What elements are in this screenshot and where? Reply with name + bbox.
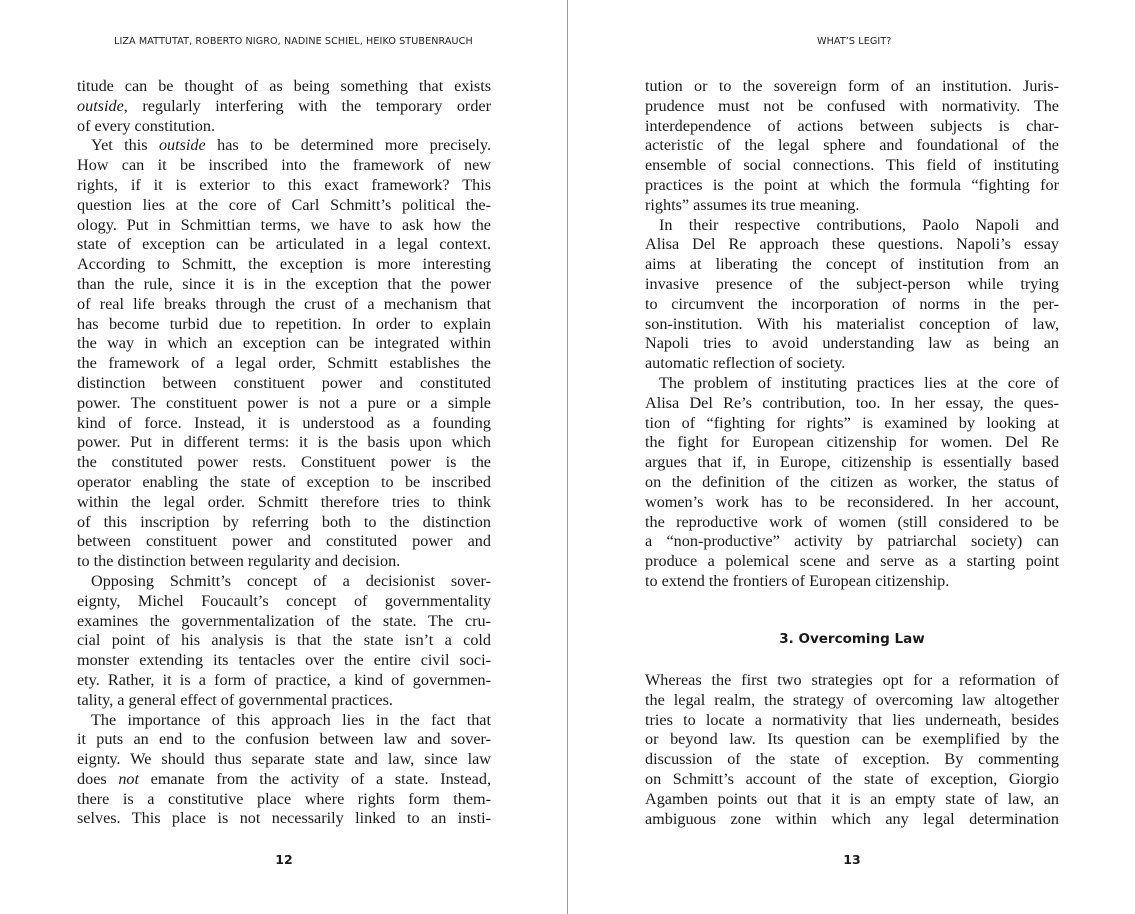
text-line: on the definition of the citizen as worker, the status of: [645, 472, 1059, 491]
right-page-body: [645, 77, 1059, 592]
text-line: son-institution. With his materialist conception of law,: [645, 314, 1059, 333]
italic-text: not: [118, 769, 139, 788]
right-running-head: WHAT’S LEGIT?: [817, 36, 892, 47]
text-segment: Yet this: [91, 136, 159, 155]
italic-text: outside: [77, 96, 124, 115]
text-line: the fight for European citizenship for women. Del Re: [645, 433, 1059, 452]
text-line: or beyond law. Its question can be exemplified by the: [645, 730, 1059, 749]
text-line: the constituted power rests. Constituent power is the: [77, 453, 491, 472]
text-line: women’s work has to be reconsidered. In her account,: [645, 492, 1059, 511]
text-line: How can it be inscribed into the framework of new: [77, 156, 491, 175]
text-line: selves. This place is not necessarily linked to an insti-: [77, 809, 491, 828]
text-line: distinction between constituent power and constituted: [77, 373, 491, 392]
text-line: power. The constituent power is not a pure or a simple: [77, 393, 491, 412]
text-line: discussion of the state of exception. By commenting: [645, 750, 1059, 769]
text-line: Whereas the first two strategies opt for a reformation of: [645, 671, 1059, 689]
left-page-number: 12: [275, 852, 293, 867]
text-line: eignty. We should thus separate state and law, since law: [77, 750, 491, 769]
text-line: According to Schmitt, the exception is more interesting: [77, 255, 491, 274]
text-line: to circumvent the incorporation of norms in the per-: [645, 294, 1059, 313]
right-page-body-after-heading: [645, 671, 1059, 829]
text-line: tion of “fighting for rights” is examined by looking at: [645, 413, 1059, 432]
text-line: kind of force. Instead, it is understood as a founding: [77, 413, 491, 432]
text-line: practices is the point at which the formula “fighting for: [645, 175, 1059, 194]
text-line: operator enabling the state of exception to be inscribed: [77, 472, 491, 491]
text-line: [77, 97, 491, 117]
text-line: examines the governmentalization of the state. The cru-: [77, 611, 491, 630]
text-line: ensemble of social connections. This field of instituting: [645, 156, 1059, 175]
text-line: of real life breaks through the crust of a mechanism that: [77, 294, 491, 313]
text-line: power. Put in different terms: it is the basis upon which: [77, 433, 491, 452]
text-line: produce a polemical scene and serve as a starting point: [645, 552, 1059, 571]
text-segment: has to be determined more precisely.: [205, 136, 492, 155]
text-line: The importance of this approach lies in the fact that: [91, 710, 491, 729]
text-line: tries to locate a normativity that lies underneath, besides: [645, 710, 1059, 729]
text-line: it puts an end to the confusion between law and sover-: [77, 730, 491, 749]
text-line: [77, 136, 491, 156]
text-line: tality, a general effect of governmental practices.: [77, 690, 393, 709]
text-line: to the distinction between regularity and decision.: [77, 552, 401, 571]
text-line: the way in which an exception can be integrated within: [77, 334, 491, 353]
text-segment: does: [77, 769, 119, 788]
text-line: ety. Rather, it is a form of practice, a kind of governmen-: [77, 670, 491, 689]
text-line: cial point of his analysis is that the state isn’t a cold: [77, 631, 491, 650]
text-line: to extend the frontiers of European citizenship.: [645, 571, 950, 590]
text-line: than the rule, since it is in the exception that the power: [77, 274, 491, 293]
italic-text: outside: [158, 136, 206, 155]
text-line: has become turbid due to repetition. In order to explain: [77, 314, 491, 333]
text-line: prudence must not be confused with normativity. The: [645, 96, 1059, 115]
section-heading: 3. Overcoming Law: [779, 631, 925, 647]
text-line: monster extending its tentacles over the entire civil soci-: [77, 651, 491, 670]
text-line: question lies at the core of Carl Schmitt’s political the-: [77, 195, 491, 214]
text-segment: emanate from the activity of a state. Instead,: [139, 769, 491, 788]
text-line: of this inscription by referring both to the distinction: [77, 512, 491, 531]
text-line: ology. Put in Schmittian terms, we have to ask how the: [77, 215, 491, 234]
text-line: between constituent power and constituted power and: [77, 532, 491, 551]
text-line: automatic reflection of society.: [645, 354, 846, 373]
text-line: titude can be thought of as being something that exists: [77, 77, 491, 95]
right-page-number: 13: [843, 852, 861, 867]
text-line: Alisa Del Re approach these questions. Napoli’s essay: [645, 235, 1059, 254]
text-line: on Schmitt’s account of the state of exception, Giorgio: [645, 769, 1059, 788]
text-line: argues that if, in Europe, citizenship is essentially based: [645, 453, 1059, 472]
page-gutter-divider: [567, 0, 568, 914]
text-line: acteristic of the legal sphere and foundational of the: [645, 136, 1059, 155]
text-line: In their respective contributions, Paolo Napoli and: [659, 215, 1059, 234]
text-line: within the legal order. Schmitt therefore tries to think: [77, 492, 491, 511]
text-line: there is a constitutive place where rights form them-: [77, 789, 491, 808]
text-line: The problem of instituting practices lies at the core of: [659, 373, 1059, 392]
text-line: state of exception can be articulated in a legal context.: [77, 235, 491, 254]
text-line: eignty, Michel Foucault’s concept of governmentality: [77, 591, 491, 610]
text-line: interdependence of actions between subjects is char-: [645, 116, 1059, 135]
text-line: the reproductive work of women (still considered to be: [645, 512, 1059, 531]
text-line: Agamben points out that it is an empty state of law, an: [645, 789, 1059, 808]
text-line: of every constitution.: [77, 116, 216, 135]
text-line: rights, if it is exterior to this exact framework? This: [77, 175, 491, 194]
text-segment: , regularly interfering with the temporary order: [123, 96, 491, 115]
text-line: rights” assumes its true meaning.: [645, 195, 860, 214]
left-running-head: LIZA MATTUTAT, ROBERTO NIGRO, NADINE SCHIEL, HEIKO STUBENRAUCH: [114, 36, 473, 47]
text-line: tution or to the sovereign form of an institution. Juris-: [645, 77, 1059, 95]
text-line: ambiguous zone within which any legal determination: [645, 809, 1059, 828]
text-line: aims at liberating the concept of institution from an: [645, 255, 1059, 274]
text-line: invasive presence of the subject-person while trying: [645, 274, 1059, 293]
text-line: the framework of a legal order, Schmitt establishes the: [77, 354, 491, 373]
left-page-body: [77, 77, 491, 829]
text-line: Opposing Schmitt’s concept of a decisionist sover-: [91, 571, 491, 590]
text-line: Alisa Del Re’s contribution, too. In her essay, the ques-: [645, 393, 1059, 412]
text-line: [77, 770, 491, 790]
text-line: a “non-productive” activity by patriarchal society) can: [645, 532, 1059, 551]
text-line: Napoli tries to avoid understanding law as being an: [645, 334, 1059, 353]
text-line: the legal realm, the strategy of overcoming law altogether: [645, 690, 1059, 709]
